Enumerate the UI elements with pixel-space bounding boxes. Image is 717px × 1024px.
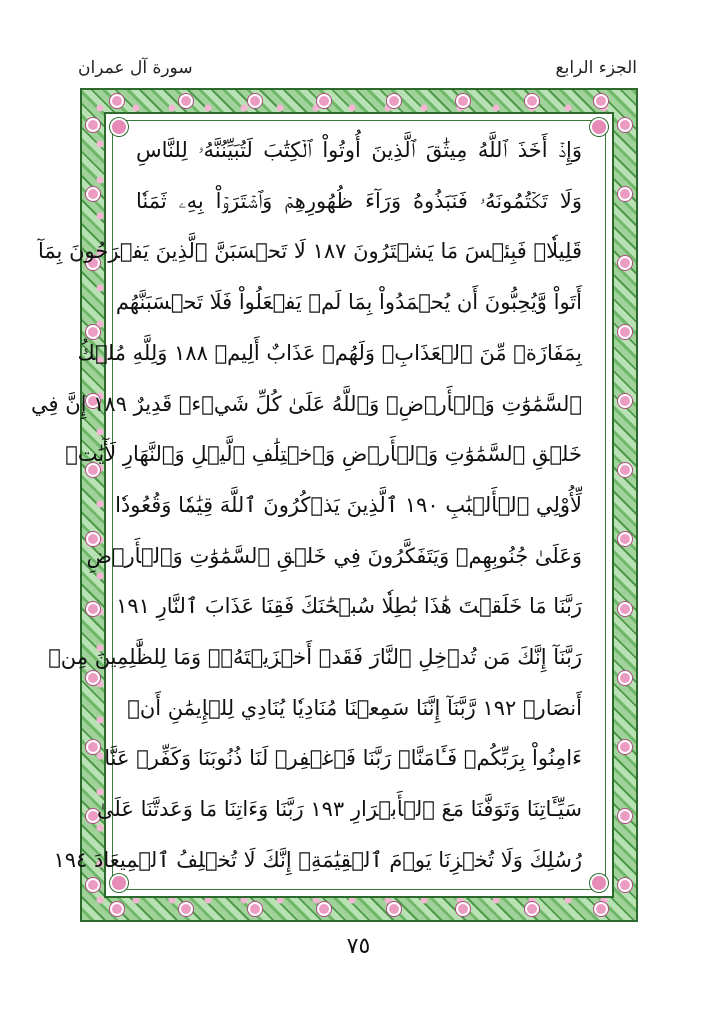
text-line: وَإِذۡ أَخَذَ ٱللَّهُ مِيثَٰقَ ٱلَّذِينَ أُوتُواْ ٱلۡكِتَٰبَ لَتُبَيِّنُنَّهُۥ لِلنَّاسِ [136,138,582,162]
corner-rosette-icon [590,118,608,136]
juz-name-header: الجزء الرابع [555,58,637,78]
text-line: رُسُلِكَ وَلَا تُخۡزِنَا يَوۡمَ ٱلۡقِيَٰمَةِۖ إِنَّكَ لَا تُخۡلِفُ ٱلۡمِيعَادَ ١٩٤ [53,847,582,872]
flower-ornament-icon [596,96,606,106]
text-line: وَلَا تَكۡتُمُونَهُۥ فَنَبَذُوهُ وَرَآءَ ظُهُورِهِمۡ وَٱشۡتَرَوۡاْ بِهِۦ ثَمَنٗا [136,188,582,213]
verse-text [30,130,582,880]
border-flowers-top [112,90,606,112]
flower-ornament-icon [620,189,630,199]
flower-ornament-icon [620,327,630,337]
flower-ornament-icon [596,904,606,914]
flower-ornament-icon [620,534,630,544]
flower-ornament-icon [620,396,630,406]
text-line: خَلۡقِ ٱلسَّمَٰوَٰتِ وَٱلۡأَرۡضِ وَٱخۡتِلَٰفِ ٱلَّيۡلِ وَٱلنَّهَارِ لَأٓيَٰتٖ [65,442,582,467]
flower-ornament-icon [389,96,399,106]
flower-ornament-icon [250,96,260,106]
flower-ornament-icon [112,96,122,106]
flower-ornament-icon [527,96,537,106]
flower-ornament-icon [620,120,630,130]
flower-ornament-icon [620,258,630,268]
flower-ornament-icon [88,189,98,199]
text-line: رَبَّنَآ إِنَّكَ مَن تُدۡخِلِ ٱلنَّارَ فَقَدۡ أَخۡزَيۡتَهُۥۖ وَمَا لِلظَّٰلِمِينَ مِنۡ [48,645,582,670]
flower-ornament-icon [88,604,98,614]
text-line: ءَامِنُواْ بِرَبِّكُمۡ فَـَٔامَنَّاۚ رَبَّنَا فَٱغۡفِرۡ لَنَا ذُنُوبَنَا وَكَفِّرۡ عَنَّا [104,746,582,771]
border-flowers-right [614,120,636,890]
page-number: ٧٥ [346,934,371,959]
flower-ornament-icon [319,96,329,106]
text-line: أَنصَارٖ ١٩٢ رَّبَّنَآ إِنَّنَا سَمِعۡنَا مُنَادِيٗا يُنَادِي لِلۡإِيمَٰنِ أَنۡ [127,695,582,720]
text-line: بِمَفَازَةٖ مِّنَ ٱلۡعَذَابِۖ وَلَهُمۡ عَذَابٌ أَلِيمٞ ١٨٨ وَلِلَّهِ مُلۡكُ [77,340,582,365]
text-panel [30,112,614,898]
flower-ornament-icon [181,96,191,106]
flower-ornament-icon [319,904,329,914]
flower-ornament-icon [250,904,260,914]
text-line: سَيِّـَٔاتِنَا وَتَوَفَّنَا مَعَ ٱلۡأَبۡرَارِ ١٩٣ رَبَّنَا وَءَاتِنَا مَا وَعَدتَّنَا عَلَىٰ [96,797,582,822]
text-line: لِّأُوْلِي ٱلۡأَلۡبَٰبِ ١٩٠ ٱلَّذِينَ يَذۡكُرُونَ ٱللَّهَ قِيَٰمٗا وَقُعُودٗا [115,492,582,517]
corner-rosette-icon [590,874,608,892]
flower-ornament-icon [458,96,468,106]
text-line: ٱلسَّمَٰوَٰتِ وَٱلۡأَرۡضِۗ وَٱللَّهُ عَلَىٰ كُلِّ شَيۡءٖ قَدِيرٌ ١٨٩ إِنَّ فِي [30,391,582,416]
flower-ornament-icon [620,880,630,890]
border-flowers-bottom [112,898,606,920]
flower-ornament-icon [620,604,630,614]
flower-ornament-icon [389,904,399,914]
flower-ornament-icon [181,904,191,914]
flower-ornament-icon [620,673,630,683]
text-line: رَبَّنَا مَا خَلَقۡتَ هَٰذَا بَٰطِلٗا سُبۡحَٰنَكَ فَقِنَا عَذَابَ ٱلنَّارِ ١٩١ [116,594,582,619]
text-line: قَلِيلٗاۖ فَبِئۡسَ مَا يَشۡتَرُونَ ١٨٧ لَا تَحۡسَبَنَّ ٱلَّذِينَ يَفۡرَحُونَ بِمَآ [38,239,582,264]
flower-ornament-icon [88,120,98,130]
flower-ornament-icon [458,904,468,914]
flower-ornament-icon [620,742,630,752]
flower-ornament-icon [88,880,98,890]
flower-ornament-icon [112,904,122,914]
flower-ornament-icon [620,811,630,821]
flower-ornament-icon [527,904,537,914]
flower-ornament-icon [88,742,98,752]
flower-ornament-icon [620,465,630,475]
ornamental-border [30,88,638,922]
text-line: وَعَلَىٰ جُنُوبِهِمۡ وَيَتَفَكَّرُونَ فِي خَلۡقِ ٱلسَّمَٰوَٰتِ وَٱلۡأَرۡضِ [86,543,582,568]
text-line: أَتَواْ وَّيُحِبُّونَ أَن يُحۡمَدُواْ بِمَا لَمۡ يَفۡعَلُواْ فَلَا تَحۡسَبَنَّهُم [115,290,582,315]
surah-name-header: سورة آل عمران [78,58,193,78]
corner-rosette-icon [110,118,128,136]
